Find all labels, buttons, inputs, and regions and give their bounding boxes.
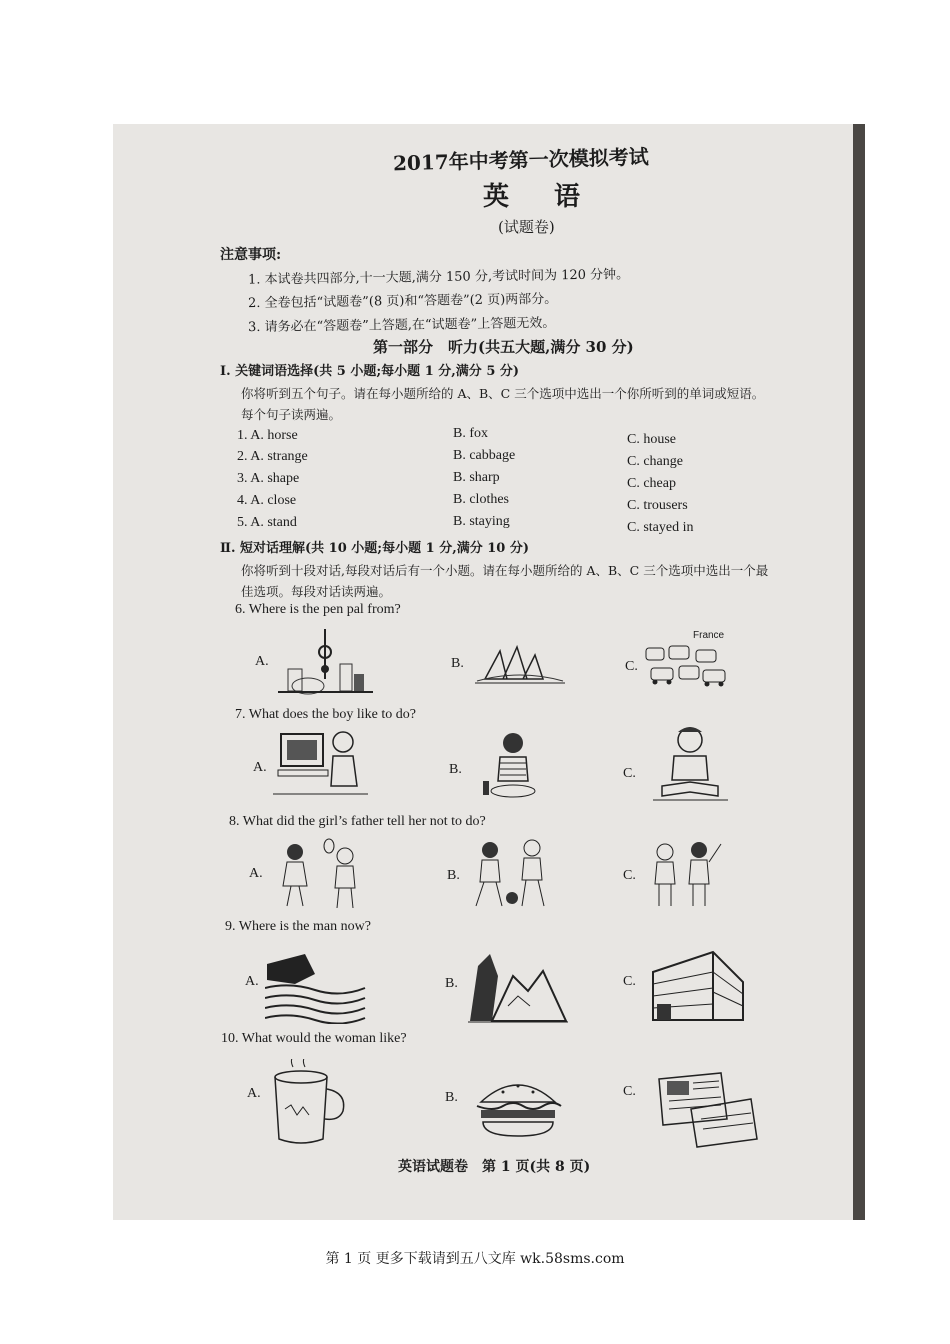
q7-picture-b-boy-sitting [478, 729, 548, 804]
q4-option-b: B. clothes [453, 492, 509, 507]
q4-option-c: C. trousers [627, 498, 688, 513]
q9-picture-c-building [643, 942, 748, 1027]
q9-label-b: B. [445, 976, 458, 991]
q8-label-c: C. [623, 868, 636, 883]
notes-heading: 注意事项: [220, 247, 282, 263]
paper-type: (试题卷) [498, 218, 555, 236]
q10-picture-b-hamburger [473, 1072, 563, 1142]
q3-option-b: B. sharp [453, 470, 500, 485]
q1-option-c: C. house [627, 432, 676, 447]
q10-label-b: B. [445, 1090, 458, 1105]
q10-picture-a-mug [263, 1059, 353, 1149]
q3-option-a: 3. A. shape [237, 471, 300, 486]
note-item: 3. 请务必在“答题卷”上答题,在“试题卷”上答题无效。 [247, 315, 556, 336]
section2-heading: Ⅱ. 短对话理解(共 10 小题;每小题 1 分,满分 10 分) [220, 541, 530, 556]
exam-photo [113, 124, 865, 1220]
page-edge-shadow [853, 124, 865, 1220]
q7-picture-a-computer [273, 724, 368, 804]
q10-label-a: A. [247, 1086, 261, 1101]
section2-instruction: 佳选项。每段对话读两遍。 [241, 584, 392, 599]
q2-option-c: C. change [627, 454, 683, 469]
q2-option-a: 2. A. strange [237, 449, 308, 464]
q3-option-c: C. cheap [627, 476, 676, 491]
q7-text: 7. What does the boy like to do? [235, 707, 416, 722]
q7-label-c: C. [623, 766, 636, 781]
q7-label-a: A. [253, 760, 267, 775]
q6-text: 6. Where is the pen pal from? [235, 602, 401, 617]
q6-picture-a-city [278, 624, 373, 699]
q8-picture-c-kids-waving [643, 836, 733, 916]
q6-picture-c-caption: France [693, 630, 725, 641]
section1-instruction: 每个句子读两遍。 [241, 407, 342, 422]
q2-option-b: B. cabbage [453, 448, 516, 463]
q9-picture-a-beach [265, 944, 370, 1024]
section1-instruction: 你将听到五个句子。请在每小题所给的 A、B、C 三个选项中选出一个你所听到的单词或短语。 [241, 386, 765, 401]
q9-label-a: A. [245, 974, 259, 989]
part1-heading: 第一部分 听力(共五大题,满分 30 分) [373, 338, 634, 356]
q1-option-a: 1. A. horse [237, 428, 298, 443]
section2-instruction: 你将听到十段对话,每段对话后有一个小题。请在每小题所给的 A、B、C 三个选项中选出一个最 [241, 563, 769, 578]
q6-label-a: A. [255, 654, 269, 669]
q9-text: 9. Where is the man now? [225, 919, 371, 934]
section1-heading: Ⅰ. 关键词语选择(共 5 小题;每小题 1 分,满分 5 分) [220, 364, 520, 379]
q7-picture-c-boy-reading [648, 724, 733, 809]
q5-option-a: 5. A. stand [237, 515, 297, 530]
q9-label-c: C. [623, 974, 636, 989]
q4-option-a: 4. A. close [237, 493, 297, 508]
q8-picture-a-tennis [273, 836, 373, 916]
q8-text: 8. What did the girl’s father tell her not to do? [229, 814, 486, 829]
q7-label-b: B. [449, 762, 462, 777]
exam-title: 2017年中考第一次模拟考试 [392, 144, 649, 176]
q10-label-c: C. [623, 1084, 636, 1099]
q6-label-b: B. [451, 656, 464, 671]
exam-subject: 英 语 [483, 182, 599, 212]
q10-picture-c-newspapers [651, 1069, 761, 1149]
q6-picture-c-traffic [641, 640, 731, 695]
q10-text: 10. What would the woman like? [221, 1031, 407, 1046]
q5-option-c: C. stayed in [627, 520, 694, 535]
q5-option-b: B. staying [453, 514, 510, 529]
q8-label-a: A. [249, 866, 263, 881]
q6-label-c: C. [625, 659, 638, 674]
q8-picture-b-basketball [468, 836, 558, 916]
note-item: 1. 本试卷共四部分,十一大题,满分 150 分,考试时间为 120 分钟。 [247, 267, 630, 288]
page-footer: 第 1 页 更多下载请到五八文库 wk.58sms.com [325, 1251, 625, 1267]
inner-page-info: 英语试题卷 第 1 页(共 8 页) [398, 1159, 591, 1175]
note-item: 2. 全卷包括“试题卷”(8 页)和“答题卷”(2 页)两部分。 [247, 291, 558, 312]
q1-option-b: B. fox [453, 426, 488, 441]
q6-picture-b-opera-house [475, 639, 565, 689]
q8-label-b: B. [447, 868, 460, 883]
q9-picture-b-mountains [468, 946, 568, 1026]
